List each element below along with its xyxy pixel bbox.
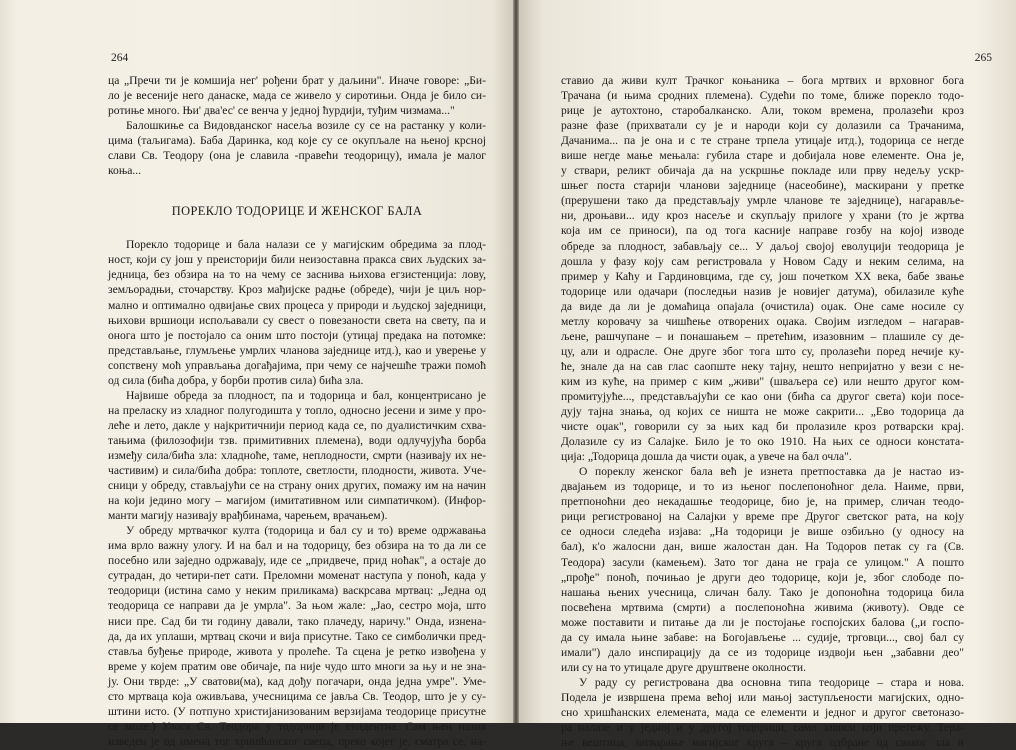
- text-line: посвећена мртвима (смрти) а послепоноћна живима (животу). Овде се: [561, 600, 964, 614]
- text-line: дују тајна знања, од којих се ништа не може сакрити... „Ево тодорица да: [561, 405, 964, 419]
- left-page-text: [108, 73, 486, 749]
- text-line: сопствену моћ управљања догађајима, при чему се најчешће тражи помоћ: [108, 358, 486, 372]
- text-line: ротиње много. Њи' два'ес' се венча у једној ћурдији, туђим чизмама...": [108, 104, 455, 118]
- text-line: коња...: [108, 164, 142, 178]
- text-line: У раду су регистрована два основна типа теодорице – стара и нова.: [579, 675, 964, 689]
- text-line: претпоноћни део некадашње теодорице, био је, на пример, сличан теодо-: [561, 495, 964, 509]
- text-line: имали") дало инспирацију да се из тодорице издвоји њен „забавни део": [561, 645, 964, 659]
- text-line: частивим) и сила/бића добра: топлоте, светлости, плодности, живота. Уче-: [108, 464, 486, 478]
- text-line: ниси пре. Сад би ти годину давали, тако плачеду, наричу." Онда, изнена-: [108, 614, 486, 628]
- text-line: ју. Они тврде: „У сватови(ма), кад дођу погачари, онда једна умре". Уме-: [108, 674, 486, 688]
- text-line: која им се приноси), па од тога касније направе гозбу на којој изводе: [561, 224, 964, 238]
- text-line: ставља буђење природе, живота у пролеће. Та сцена је ретко извођена у: [108, 644, 486, 658]
- text-line: дошла у фазу коју сам регистровала у Новом Саду и неким селима, на: [561, 254, 964, 268]
- text-line: сто мртваца која оживљава, учесницима се јавља Св. Теодор, што је у су-: [108, 689, 486, 703]
- text-line: цу, али и одрасле. Оне друге због тога што су, пролазећи поред нечије ку-: [561, 344, 964, 358]
- text-line: двајањем из тодорице, и то из њеног послепоноћног дела. Наиме, први,: [561, 480, 964, 494]
- text-line: рице је аутохтоно, старобалканско. Али, током времена, пролазећи кроз: [561, 104, 964, 118]
- text-line: Подела је извршена према већој или мањој заступљености магијских, одно-: [561, 690, 964, 704]
- text-line: изведен је од имена тог хришћанског свеца, преко којег је, сматра се, на-: [108, 734, 486, 748]
- text-line: да су имала њине забаве: на Богојављење ... судије, трговци..., свој бал су: [561, 630, 964, 644]
- text-line: (прерушени тако да представљају умрле чланове те заједнице), нагаравље-: [561, 194, 964, 208]
- text-line: ставио да живи култ Трачког коњаника – бога мртвих и врховног бога: [561, 74, 964, 87]
- text-line: се односи следећа изјава: „На тодорици је више озбиљно (у односу на: [561, 525, 964, 539]
- text-line: разне фазе (прихватали су је и народи који су долазили са Трачанима,: [561, 119, 964, 133]
- right-page: [519, 0, 1016, 750]
- text-line: Теодора) засули (камењем). Зато тог дана не граја се улицом." А пошто: [561, 555, 964, 569]
- text-line: ра налазе и у једној и у другој тодорици, само зависи који претежу. Тера-: [561, 721, 964, 735]
- text-line: ње вештица, затварање магијског круга – круга одбране од сваког зла и: [561, 736, 964, 750]
- text-line: О пореклу женског бала већ је изнета претпоставка да је настао из-: [579, 465, 964, 479]
- text-line: њихови вршиоци испољавали су свест о повезаности света на свету, па и: [108, 313, 486, 327]
- text-line: љене, рашчупане – и понашањем – претећим, изазовним – плашиле су де-: [561, 329, 964, 343]
- text-line: Трачана (и њима сродних племена). Судећи по томе, ближе порекло тодо-: [561, 89, 964, 103]
- text-line: време у којем пратим ове обичаје, па није чудо што многи за њу и не зна-: [108, 659, 486, 673]
- text-line: онога што је постојало са оним што постоји (утицај предака на потомке:: [108, 328, 486, 342]
- text-line: Балошкиње са Видовданског насеља возиле су се на растанку у коли-: [126, 119, 486, 133]
- text-line: посебно или заједно одржавају, иде се „придвече, прид ноћак", а остаје до: [108, 554, 486, 568]
- text-line: Највише обреда за плодност, па и тодорица и бал, концентрисано је: [126, 388, 486, 402]
- text-line: У обреду мртвачког култа (тодорица и бал су и то) време одржавања: [126, 524, 486, 538]
- body-paragraphs: [108, 237, 486, 749]
- text-line: ца „Пречи ти је комшија нег' рођени брат у даљини". Иначе говоре: „Би-: [108, 74, 486, 87]
- text-line: Дачанима... па је она и с те стране трпела утицаје итд.), тодорица се негде: [561, 134, 964, 148]
- text-line: цима (таљигама). Баба Даринка, код које су се окупљале на њеној крсној: [108, 134, 486, 148]
- text-line: промитујуће..., представљајући се као они (бића са другог света) који посе-: [561, 389, 964, 403]
- text-line: више негде мање мењала: губила старе и добијала нове елементе. Она је,: [561, 149, 964, 163]
- text-line: има врло важну улогу. И на бал и на тодорицу, без обзира на то да ли се: [108, 539, 486, 553]
- text-line: представљање, глумљење умрлих чланова заједнице итд.), као и уверење у: [108, 343, 486, 357]
- text-line: ким из куће, на пример с ким „живи" (шваљера се) или нешто другог ком-: [561, 374, 964, 388]
- text-line: „прође" поноћ, почињао је други део тодорице, који је, због слободе по-: [561, 570, 964, 584]
- text-line: између сила/бића зла: хладноће, таме, неплодности, смрти (називају их не-: [108, 448, 486, 462]
- text-line: метлу коровачу за чишћење отворених оџака. Својим изгледом – нагарав-: [561, 314, 964, 328]
- right-page-text: [561, 73, 964, 750]
- text-line: тањима (филозофији тзв. примитивних племена), води одлучујућа борба: [108, 433, 486, 447]
- text-line: теодорица се направи да је умрла". За њом жале: „Јао, сестро моја, што: [108, 599, 486, 613]
- text-line: у ствари, реликт обичаја да на ускршње покладе или прву недељу ускр-: [561, 164, 964, 178]
- text-line: бал), к'о жалосни дан, више жалостан дан. На Тодоров петак су га (Св.: [561, 540, 964, 554]
- text-line: ност, који су још у преисторији били неизоставна пракса свих људских за-: [108, 253, 486, 267]
- text-line: ло је весеније него данаске, мада се живело у сиротињи. Онда је било си-: [108, 89, 486, 103]
- text-line: рици регистрованој на Салајки у време пре Другог светског рата, на коју: [561, 510, 964, 524]
- text-line: Долазиле су из Салајке. Било је то око 1910. На њих се односи констата-: [561, 435, 964, 449]
- right-page-number: 265: [974, 52, 992, 64]
- text-line: од сила (бића добра, у борби против сила) бића зла.: [108, 373, 364, 387]
- text-line: земљорадњи, сточарству. Кроз мађијске радње (обреде), чији је циљ нор-: [108, 283, 486, 297]
- text-line: да, да их уплаши, мртвац скочи и вија присутне. Тако се симболички пред-: [108, 629, 486, 643]
- text-line: манти магију називају врађбинама, чарењем, врачањем).: [108, 509, 388, 523]
- text-line: једница, без обзира на то на чему се заснива њихова егзистенција: лову,: [108, 268, 486, 282]
- text-line: ни, дроњави... иду кроз насеље и скупљају прилоге у храни (то је жртва: [561, 209, 964, 223]
- text-line: теодорици (истина само у неким приликама) васкрсава мртвац: „Једна од: [108, 584, 486, 598]
- text-line: ће, знале да на сав глас саопште неку тајну, нешто непријатно у вези с не-: [561, 359, 964, 373]
- intro-paragraphs: [108, 73, 486, 178]
- text-line: или су на то утицале друге друштвене околности.: [561, 660, 806, 674]
- text-line: чисте оџак", говорили су за њих кад би пролазиле кроз ротварски крај.: [561, 420, 964, 434]
- left-page-number: 264: [111, 52, 129, 64]
- text-line: може поставити и питање да ли је постојање госпојских балова („и госпо-: [561, 615, 964, 629]
- text-line: пример у Каћу и Гардиновцима, где су, још почетком XX века, бабе звање: [561, 269, 964, 283]
- text-line: сници у обреду, стављајући се на страну оних других, помажу им на начин: [108, 479, 486, 493]
- text-line: на који једино могу – магијом (имитативном или симпатичком). (Инфор-: [108, 494, 486, 508]
- text-line: обреде за плодност, забављају се... У даљој својој еволуцији теодорица је: [561, 239, 964, 253]
- text-line: леће и лето, дакле у најкритичнији период када се, по дуалистичким схва-: [108, 418, 486, 432]
- text-line: сутрадан, до четири-пет сати. Преломни моменат наступа у поноћ, када у: [108, 569, 486, 583]
- text-line: тодорице или одачари (последњи назив је новијег датума), обилазиле куће: [561, 284, 964, 298]
- text-line: сно хришћанских елемената, мада се елементи и једног и другог светоназо-: [561, 705, 964, 719]
- text-line: штини исто. (У потпуно христијанизованим верзијама теодорице присутне: [108, 704, 486, 718]
- text-line: шњег поста старији чланови заједнице (насеобине), маскирани у претке: [561, 179, 964, 193]
- text-line: ција: „Тодорица дошла да чисти оџак, а увече на бал очла".: [561, 450, 852, 464]
- section-heading: ПОРЕКЛО ТОДОРИЦЕ И ЖЕНСКОГ БАЛА: [171, 204, 423, 219]
- text-line: на преласку из хладног полугодишта у топло, односно јесени и зиме у про-: [108, 403, 486, 417]
- text-line: се моле.) Улога Св. Теодора у тодорици је евидентна. Сам њен назив: [108, 719, 486, 733]
- text-line: нашања њених учесница, сличан балу. Тако је допоноћна тодорица била: [561, 585, 964, 599]
- text-line: да виде да ли је домаћица опајала (очистила) оџак. Оне саме носиле су: [561, 299, 964, 313]
- text-line: Порекло тодорице и бала налази се у магијским обредима за плод-: [126, 238, 486, 252]
- text-line: мално и оптимално одвијање свих процеса у природи и људској заједници,: [108, 298, 486, 312]
- text-line: слави Св. Теодору (она је славила -правећи теодорицу), имала је малог: [108, 149, 486, 163]
